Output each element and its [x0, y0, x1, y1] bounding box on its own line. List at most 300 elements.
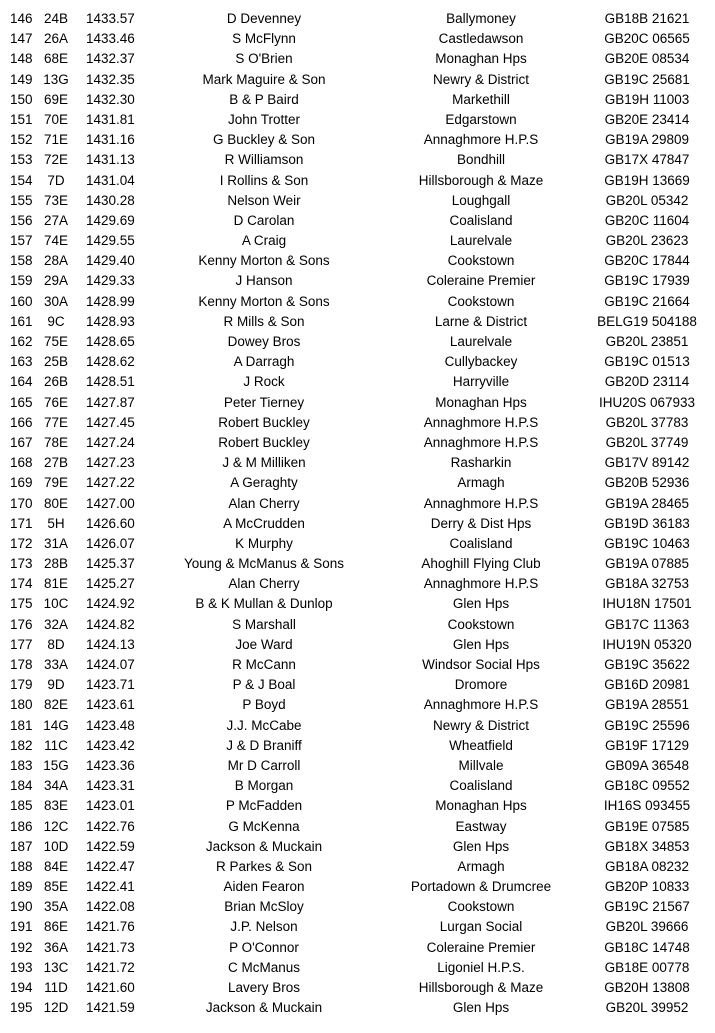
pen-cell: 83E [43, 798, 69, 814]
table-row [0, 655, 715, 675]
fancier-name-cell: Joe Ward [235, 636, 293, 652]
position-cell: 152 [10, 132, 33, 148]
velocity-cell: 1432.35 [86, 71, 135, 87]
table-row [0, 756, 715, 776]
table-row [0, 594, 715, 614]
velocity-cell: 1428.65 [86, 334, 135, 349]
club-cell: Coleraine Premier [426, 939, 536, 955]
pen-cell: 26B [43, 374, 69, 390]
fancier-name-cell: P O'Connor [229, 939, 299, 955]
table-row [0, 413, 715, 433]
velocity-cell: 1423.48 [86, 717, 135, 733]
velocity-cell: 1425.37 [86, 556, 135, 572]
table-row [0, 372, 715, 392]
club-cell: Glen Hps [452, 596, 510, 612]
position-cell: 174 [10, 576, 33, 592]
table-row [0, 433, 715, 453]
ring-number-cell: GB20E 23414 [604, 111, 690, 127]
club-cell: Loughgall [451, 192, 511, 208]
velocity-cell: 1427.87 [86, 394, 135, 410]
pen-cell: 5H [47, 515, 65, 531]
position-cell: 194 [10, 980, 33, 995]
position-cell: 166 [10, 414, 33, 430]
pen-cell: 8D [47, 636, 65, 652]
fancier-name-cell: Jackson & Muckain [205, 838, 323, 854]
table-row [0, 312, 715, 332]
position-cell: 192 [10, 939, 33, 955]
position-cell: 180 [10, 697, 33, 713]
position-cell: 165 [10, 394, 33, 410]
club-cell: Wheatfield [449, 737, 513, 753]
ring-number-cell: GB17C 11363 [604, 616, 690, 632]
velocity-cell: 1431.16 [86, 132, 135, 148]
pen-cell: 27B [43, 455, 69, 471]
ring-number-cell: GB19H 11003 [604, 91, 690, 107]
pen-cell: 9C [47, 313, 65, 329]
pen-cell: 31A [43, 535, 69, 551]
club-cell: Cookstown [447, 293, 515, 309]
position-cell: 150 [10, 91, 33, 107]
ring-number-cell: GB20L 39952 [605, 1000, 689, 1016]
position-cell: 154 [10, 172, 33, 188]
fancier-name-cell: C McManus [227, 959, 300, 975]
ring-number-cell: GB19A 07885 [604, 556, 690, 572]
position-cell: 146 [10, 11, 33, 26]
pen-cell: 70E [43, 111, 69, 127]
club-cell: Portadown & Drumcree [410, 879, 552, 895]
ring-number-cell: GB20L 37749 [605, 434, 689, 450]
club-cell: Ahoghill Flying Club [421, 556, 541, 572]
fancier-name-cell: I Rollins & Son [219, 172, 309, 188]
velocity-cell: 1426.07 [86, 535, 135, 551]
club-cell: Annaghmore H.P.S [423, 132, 539, 148]
velocity-cell: 1422.59 [86, 838, 135, 854]
fancier-name-cell: D Devenney [226, 11, 302, 26]
velocity-cell: 1421.73 [86, 939, 135, 955]
position-cell: 158 [10, 253, 33, 269]
pen-cell: 35A [43, 899, 69, 915]
pen-cell: 85E [43, 879, 69, 895]
fancier-name-cell: Mark Maguire & Son [202, 71, 326, 87]
ring-number-cell: GB16D 20981 [604, 677, 690, 693]
club-cell: Bondhill [456, 152, 506, 168]
pen-cell: 36A [43, 939, 69, 955]
fancier-name-cell: Brian McSloy [224, 899, 304, 915]
club-cell: Monaghan Hps [435, 51, 527, 67]
table-row [0, 675, 715, 695]
ring-number-cell: GB20D 23114 [604, 374, 690, 390]
velocity-cell: 1429.69 [86, 212, 135, 228]
table-row [0, 352, 715, 372]
position-cell: 193 [10, 959, 33, 975]
position-cell: 169 [10, 475, 33, 491]
position-cell: 185 [10, 798, 33, 814]
fancier-name-cell: S Marshall [232, 616, 296, 632]
velocity-cell: 1423.42 [86, 737, 135, 753]
pen-cell: 28B [43, 556, 69, 572]
table-row [0, 736, 715, 756]
fancier-name-cell: Peter Tierney [223, 394, 305, 410]
position-cell: 183 [10, 757, 33, 773]
ring-number-cell: GB20E 08534 [604, 51, 690, 67]
pen-cell: 29A [43, 273, 69, 289]
fancier-name-cell: B Morgan [234, 778, 294, 794]
club-cell: Monaghan Hps [435, 394, 527, 410]
table-row [0, 171, 715, 191]
position-cell: 184 [10, 778, 33, 794]
velocity-cell: 1430.28 [86, 192, 135, 208]
fancier-name-cell: Jackson & Muckain [205, 1000, 323, 1016]
ring-number-cell: GB19C 01513 [604, 354, 690, 370]
table-row [0, 191, 715, 211]
pen-cell: 69E [43, 91, 69, 107]
table-row [0, 110, 715, 130]
ring-number-cell: GB20C 17844 [604, 253, 690, 269]
pen-cell: 72E [43, 152, 69, 168]
position-cell: 178 [10, 657, 33, 672]
position-cell: 189 [10, 879, 33, 895]
table-row [0, 716, 715, 736]
velocity-cell: 1429.40 [86, 253, 135, 269]
ring-number-cell: GB19C 21567 [604, 899, 690, 915]
velocity-cell: 1428.99 [86, 293, 135, 309]
fancier-name-cell: Aiden Fearon [223, 879, 305, 895]
ring-number-cell: GB19C 17939 [604, 273, 690, 289]
position-cell: 160 [10, 293, 33, 309]
club-cell: Monaghan Hps [435, 798, 527, 814]
ring-number-cell: GB17V 89142 [604, 455, 690, 471]
position-cell: 187 [10, 838, 33, 854]
pen-cell: 75E [43, 334, 69, 349]
velocity-cell: 1428.93 [86, 313, 135, 329]
club-cell: Larne & District [434, 313, 528, 329]
ring-number-cell: GB20L 23851 [605, 334, 689, 349]
pen-cell: 27A [43, 212, 69, 228]
fancier-name-cell: A Geraghty [230, 475, 298, 491]
fancier-name-cell: R McCann [232, 657, 296, 672]
table-row [0, 615, 715, 635]
table-row [0, 897, 715, 917]
velocity-cell: 1423.31 [86, 778, 135, 794]
club-cell: Cookstown [447, 616, 515, 632]
club-cell: Cookstown [447, 899, 515, 915]
velocity-cell: 1422.47 [86, 858, 135, 874]
pen-cell: 13C [43, 959, 69, 975]
fancier-name-cell: K Murphy [235, 535, 293, 551]
club-cell: Eastway [455, 818, 507, 834]
ring-number-cell: IH16S 093455 [603, 798, 691, 814]
velocity-cell: 1433.57 [86, 11, 135, 26]
position-cell: 151 [10, 111, 33, 127]
velocity-cell: 1431.13 [86, 152, 135, 168]
pen-cell: 34A [43, 778, 69, 794]
pen-cell: 10D [43, 838, 69, 854]
pen-cell: 76E [43, 394, 69, 410]
table-row [0, 776, 715, 796]
fancier-name-cell: J & D Braniff [226, 737, 302, 753]
pen-cell: 74E [43, 233, 69, 249]
ring-number-cell: GB19A 28551 [604, 697, 690, 713]
pen-cell: 11D [44, 980, 68, 995]
club-cell: Annaghmore H.P.S [423, 576, 539, 592]
position-cell: 186 [10, 818, 33, 834]
ring-number-cell: GB20L 37783 [605, 414, 689, 430]
table-row [0, 9, 715, 29]
club-cell: Laurelvale [449, 334, 513, 349]
velocity-cell: 1428.62 [86, 354, 135, 370]
table-row [0, 857, 715, 877]
pen-cell: 7D [47, 172, 65, 188]
ring-number-cell: GB19A 29809 [604, 132, 690, 148]
club-cell: Armagh [457, 858, 505, 874]
club-cell: Armagh [457, 475, 505, 491]
table-row [0, 453, 715, 473]
club-cell: Millvale [458, 757, 504, 773]
fancier-name-cell: G McKenna [228, 818, 300, 834]
pen-cell: 30A [43, 293, 69, 309]
position-cell: 155 [10, 192, 33, 208]
club-cell: Coalisland [449, 535, 513, 551]
velocity-cell: 1423.01 [86, 798, 135, 814]
fancier-name-cell: R Parkes & Son [215, 858, 313, 874]
fancier-name-cell: Dowey Bros [227, 334, 301, 349]
table-row [0, 90, 715, 110]
fancier-name-cell: R Mills & Son [223, 313, 305, 329]
pen-cell: 73E [43, 192, 69, 208]
ring-number-cell: BELG19 504188 [597, 313, 697, 329]
club-cell: Windsor Social Hps [422, 657, 540, 672]
pen-cell: 84E [43, 858, 69, 874]
pen-cell: 33A [43, 657, 69, 672]
position-cell: 162 [10, 334, 33, 349]
results-table [0, 9, 715, 1018]
table-row [0, 978, 715, 998]
ring-number-cell: GB20L 05342 [605, 192, 689, 208]
velocity-cell: 1423.61 [86, 697, 135, 713]
position-cell: 168 [10, 455, 33, 471]
ring-number-cell: GB19A 28465 [604, 495, 690, 511]
ring-number-cell: GB19H 13669 [604, 172, 690, 188]
velocity-cell: 1424.92 [86, 596, 135, 612]
table-row [0, 554, 715, 574]
club-cell: Annaghmore H.P.S [423, 434, 539, 450]
club-cell: Castledawson [438, 31, 524, 47]
velocity-cell: 1427.00 [86, 495, 135, 511]
ring-number-cell: GB19E 07585 [604, 818, 690, 834]
club-cell: Lurgan Social [439, 919, 523, 935]
fancier-name-cell: B & P Baird [229, 91, 299, 107]
fancier-name-cell: D Carolan [233, 212, 295, 228]
ring-number-cell: GB17X 47847 [604, 152, 690, 168]
position-cell: 153 [10, 152, 33, 168]
table-row [0, 49, 715, 69]
table-row [0, 393, 715, 413]
fancier-name-cell: J.P. Nelson [230, 919, 298, 935]
fancier-name-cell: J Rock [243, 374, 285, 390]
pen-cell: 80E [43, 495, 69, 511]
velocity-cell: 1425.27 [86, 576, 135, 592]
fancier-name-cell: G Buckley & Son [212, 132, 316, 148]
table-row [0, 534, 715, 554]
velocity-cell: 1431.81 [86, 111, 135, 127]
ring-number-cell: GB18C 14748 [604, 939, 690, 955]
ring-number-cell: GB20C 11604 [604, 212, 690, 228]
table-row [0, 150, 715, 170]
velocity-cell: 1423.71 [86, 677, 135, 693]
position-cell: 172 [10, 535, 33, 551]
pen-cell: 77E [43, 414, 69, 430]
fancier-name-cell: A Darragh [233, 354, 295, 370]
table-row [0, 514, 715, 534]
fancier-name-cell: J.J. McCabe [226, 717, 302, 733]
velocity-cell: 1428.51 [86, 374, 135, 390]
position-cell: 170 [10, 495, 33, 511]
position-cell: 161 [10, 313, 33, 329]
velocity-cell: 1429.55 [86, 233, 135, 249]
table-row [0, 29, 715, 49]
ring-number-cell: IHU20S 067933 [598, 394, 696, 410]
ring-number-cell: GB19F 17129 [604, 737, 690, 753]
table-row [0, 473, 715, 493]
velocity-cell: 1423.36 [86, 757, 135, 773]
velocity-cell: 1421.60 [86, 980, 135, 995]
ring-number-cell: GB18A 08232 [604, 858, 690, 874]
ring-number-cell: GB20H 13808 [604, 980, 690, 995]
ring-number-cell: GB18A 32753 [604, 576, 690, 592]
table-row [0, 231, 715, 251]
velocity-cell: 1432.37 [86, 51, 135, 67]
ring-number-cell: GB20L 39666 [605, 919, 689, 935]
fancier-name-cell: Alan Cherry [228, 576, 300, 592]
velocity-cell: 1422.76 [86, 818, 135, 834]
ring-number-cell: GB20P 10833 [604, 879, 690, 895]
position-cell: 175 [10, 596, 33, 612]
table-row [0, 958, 715, 978]
club-cell: Coalisland [449, 778, 513, 794]
fancier-name-cell: Lavery Bros [227, 980, 301, 995]
fancier-name-cell: S McFlynn [232, 31, 296, 47]
table-row [0, 877, 715, 897]
pen-cell: 78E [43, 434, 69, 450]
pen-cell: 9D [47, 677, 65, 693]
table-row [0, 574, 715, 594]
position-cell: 147 [10, 31, 33, 47]
fancier-name-cell: Robert Buckley [218, 414, 310, 430]
position-cell: 188 [10, 858, 33, 874]
club-cell: Newry & District [432, 71, 529, 87]
velocity-cell: 1427.22 [86, 475, 135, 491]
club-cell: Harryville [452, 374, 510, 390]
table-row [0, 917, 715, 937]
pen-cell: 12C [43, 818, 69, 834]
table-row [0, 837, 715, 857]
fancier-name-cell: J Hanson [235, 273, 293, 289]
table-row [0, 998, 715, 1018]
table-row [0, 70, 715, 90]
pen-cell: 15G [43, 757, 69, 773]
ring-number-cell: GB20C 06565 [604, 31, 690, 47]
fancier-name-cell: Young & McManus & Sons [183, 556, 345, 572]
pen-cell: 14G [43, 717, 69, 733]
position-cell: 190 [10, 899, 33, 915]
fancier-name-cell: B & K Mullan & Dunlop [195, 596, 333, 612]
fancier-name-cell: Robert Buckley [218, 434, 310, 450]
ring-number-cell: GB19C 21664 [604, 293, 690, 309]
club-cell: Ligoniel H.P.S. [437, 959, 525, 975]
position-cell: 179 [10, 677, 33, 693]
position-cell: 182 [10, 737, 33, 753]
club-cell: Annaghmore H.P.S [423, 697, 539, 713]
ring-number-cell: GB20B 52936 [604, 475, 690, 491]
ring-number-cell: GB19C 25596 [604, 717, 690, 733]
pen-cell: 86E [43, 919, 69, 935]
position-cell: 156 [10, 212, 33, 228]
fancier-name-cell: Alan Cherry [228, 495, 300, 511]
ring-number-cell: IHU19N 05320 [602, 636, 692, 652]
velocity-cell: 1424.07 [86, 657, 135, 672]
ring-number-cell: GB19C 35622 [604, 657, 690, 672]
club-cell: Hillsborough & Maze [418, 980, 544, 995]
fancier-name-cell: A Craig [241, 233, 287, 249]
velocity-cell: 1427.45 [86, 414, 135, 430]
velocity-cell: 1424.13 [86, 636, 135, 652]
fancier-name-cell: J & M Milliken [222, 455, 306, 471]
table-row [0, 251, 715, 271]
position-cell: 195 [10, 1000, 33, 1016]
position-cell: 149 [10, 71, 33, 87]
position-cell: 148 [10, 51, 33, 67]
ring-number-cell: GB18C 09552 [604, 778, 690, 794]
position-cell: 191 [10, 919, 33, 935]
velocity-cell: 1421.76 [86, 919, 135, 935]
club-cell: Glen Hps [452, 636, 510, 652]
pen-cell: 26A [43, 31, 69, 47]
table-row [0, 938, 715, 958]
ring-number-cell: GB19D 36183 [604, 515, 690, 531]
table-row [0, 695, 715, 715]
fancier-name-cell: Mr D Carroll [227, 757, 301, 773]
club-cell: Coalisland [449, 212, 513, 228]
position-cell: 163 [10, 354, 33, 370]
club-cell: Cullybackey [444, 354, 518, 370]
fancier-name-cell: John Trotter [227, 111, 301, 127]
table-row [0, 796, 715, 816]
fancier-name-cell: P & J Boal [232, 677, 296, 693]
velocity-cell: 1421.59 [86, 1000, 135, 1016]
ring-number-cell: GB20L 23623 [605, 233, 689, 249]
ring-number-cell: GB19C 10463 [604, 535, 690, 551]
fancier-name-cell: R Williamson [224, 152, 304, 168]
club-cell: Derry & Dist Hps [430, 515, 532, 531]
ring-number-cell: GB09A 36548 [604, 757, 690, 773]
table-row [0, 271, 715, 291]
velocity-cell: 1424.82 [86, 616, 135, 632]
position-cell: 181 [10, 717, 33, 733]
club-cell: Laurelvale [449, 233, 513, 249]
club-cell: Glen Hps [452, 1000, 510, 1016]
fancier-name-cell: A McCrudden [223, 515, 305, 531]
velocity-cell: 1429.33 [86, 273, 135, 289]
velocity-cell: 1422.08 [86, 899, 135, 915]
table-row [0, 211, 715, 231]
table-row [0, 332, 715, 352]
club-cell: Cookstown [447, 253, 515, 269]
ring-number-cell: GB18E 00778 [604, 959, 690, 975]
pen-cell: 68E [43, 51, 69, 67]
position-cell: 159 [10, 273, 33, 289]
pen-cell: 28A [43, 253, 69, 269]
velocity-cell: 1432.30 [86, 91, 135, 107]
